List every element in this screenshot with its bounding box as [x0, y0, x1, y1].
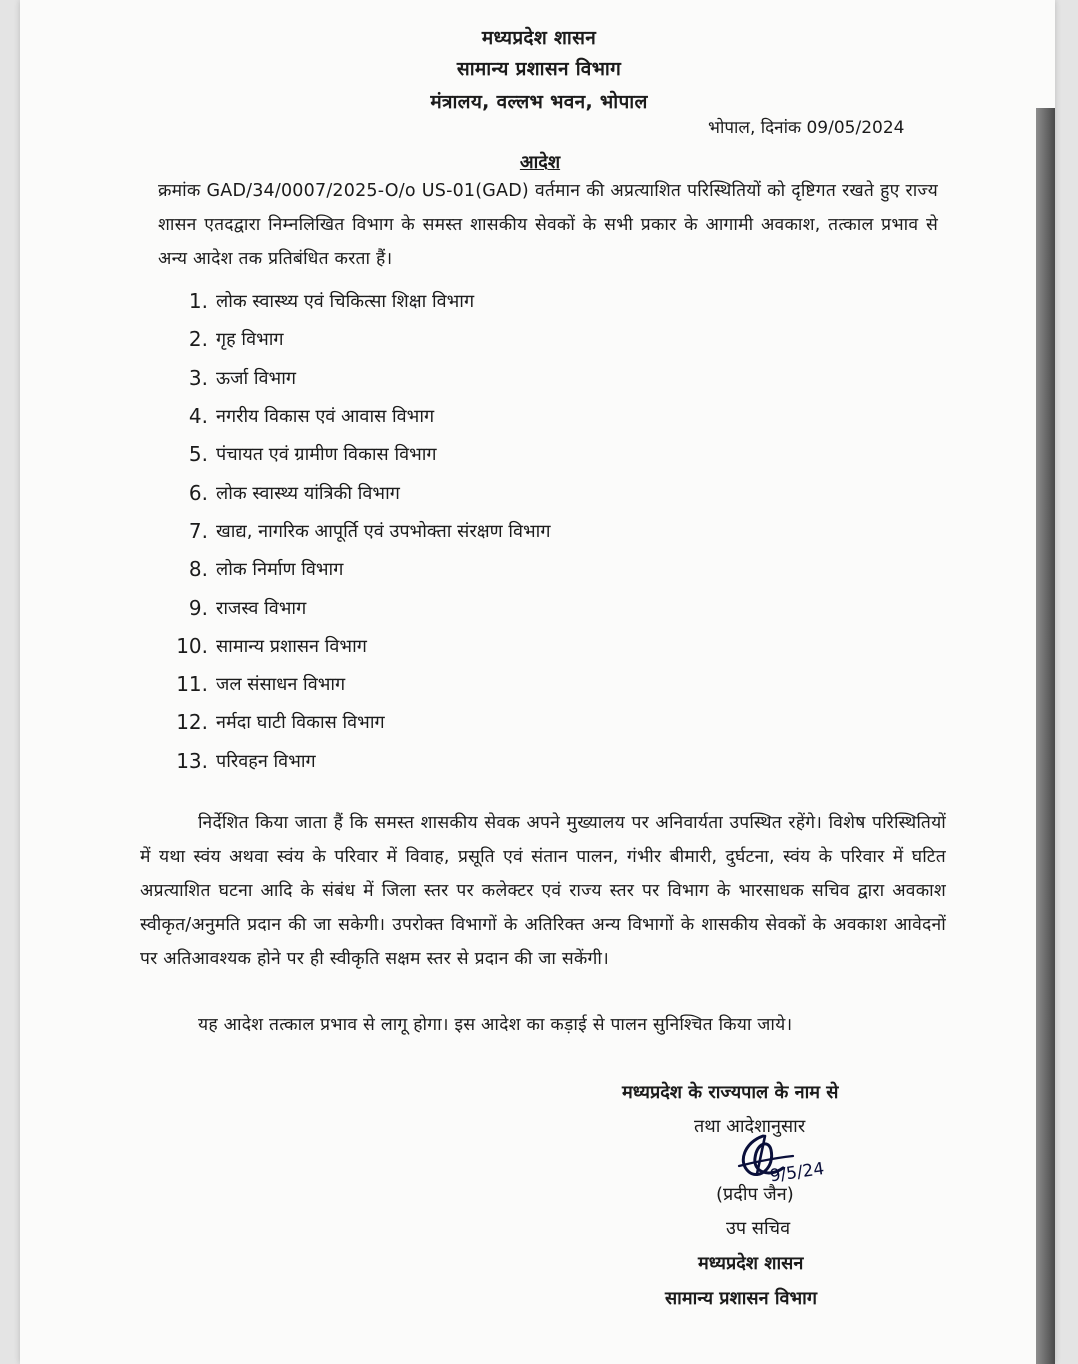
list-item-number: 8. [188, 557, 208, 582]
list-item-number: 12. [176, 710, 208, 735]
list-item-number: 2. [188, 327, 208, 352]
list-item-number: 5. [188, 442, 208, 467]
list-item-label: जल संसाधन विभाग [216, 674, 346, 696]
instruction-paragraph [140, 806, 946, 976]
list-item [168, 473, 550, 511]
list-item-label: खाद्य, नागरिक आपूर्ति एवं उपभोक्ता संरक्षण विभाग [216, 520, 551, 542]
order-date: भोपाल, दिनांक 09/05/2024 [708, 118, 905, 138]
header-government: मध्यप्रदेश शासन [481, 27, 597, 49]
list-item [168, 359, 550, 397]
list-item-number: 3. [188, 365, 208, 390]
signature-date: 9/5/24 [768, 1159, 826, 1187]
list-item-number: 9. [188, 595, 208, 620]
scan-edge-shadow [1036, 108, 1055, 1364]
header-address: मंत्रालय, वल्लभ भवन, भोपाल [430, 91, 648, 113]
list-item-label: ऊर्जा विभाग [216, 367, 296, 389]
list-item-label: गृह विभाग [216, 329, 284, 351]
list-item-label: पंचायत एवं ग्रामीण विकास विभाग [216, 444, 437, 466]
list-item-number: 11. [176, 672, 208, 697]
list-item-number: 6. [188, 480, 208, 505]
list-item-number: 4. [188, 404, 208, 429]
department-list [168, 282, 550, 780]
signatory-designation: उप सचिव [726, 1218, 791, 1239]
list-item [168, 397, 550, 435]
authority-line-1: मध्यप्रदेश के राज्यपाल के नाम से [622, 1082, 839, 1103]
intro-paragraph: क्रमांक GAD/34/0007/2025-O/o US-01(GAD) वर्तमान की अप्रत्याशित परिस्थितियों को दृष्टिगत रखते हुए राज्य शासन एतदद्वारा निम्नलिखित विभाग के समस्त शासकीय सेवकों के सभी प्रकार के आगामी अवकाश, तत्काल प्रभाव से अन्य आदेश तक प्रतिबंधित करता हैं। [158, 181, 938, 269]
list-item-label: लोक स्वास्थ्य एवं चिकित्सा शिक्षा विभाग [216, 291, 475, 313]
instruction-text: निर्देशित किया जाता हैं कि समस्त शासकीय सेवक अपने मुख्यालय पर अनिवार्यता उपस्थित रहेंगे। विशेष परिस्थितियों में यथा स्वंय अथवा स्वंय के परिवार में विवाह, प्रसूति एवं संतान पालन, गंभीर बीमारी, दुर्घटना, स्वंय के परिवार में घटित अप्रत्याशित घटना आदि के संबंध में जिला स्तर पर कलेक्टर एवं राज्य स्तर पर विभाग के भारसाधक सचिव द्वारा अवकाश स्वीकृत/अनुमति प्रदान की जा सकेगी। उपरोक्त विभागों के अतिरिक्त अन्य विभागों के शासकीय सेवकों के अवकाश आवेदनों पर अतिआवश्यक होने पर ही स्वीकृति सक्षम स्तर से प्रदान की जा सकेंगी। [140, 813, 946, 969]
list-item [168, 588, 550, 626]
list-item [168, 550, 550, 588]
list-item-label: लोक स्वास्थ्य यांत्रिकी विभाग [216, 482, 400, 504]
list-item [168, 665, 550, 703]
list-item [168, 627, 550, 665]
effect-text: यह आदेश तत्काल प्रभाव से लागू होगा। इस आदेश का कड़ाई से पालन सुनिश्चित किया जाये। [198, 1015, 793, 1035]
list-item-label: नर्मदा घाटी विकास विभाग [216, 712, 385, 734]
list-item [168, 703, 550, 741]
list-item [168, 320, 550, 358]
signatory-name: (प्रदीप जैन) [716, 1184, 794, 1205]
list-item [168, 435, 550, 473]
order-title: आदेश [519, 152, 561, 173]
signatory-government: मध्यप्रदेश शासन [698, 1253, 804, 1274]
list-item-number: 7. [188, 518, 208, 543]
list-item-label: राजस्व विभाग [216, 597, 307, 619]
list-item-number: 1. [188, 289, 208, 314]
list-item-label: सामान्य प्रशासन विभाग [216, 635, 367, 657]
list-item-label: परिवहन विभाग [216, 750, 316, 772]
list-item-label: नगरीय विकास एवं आवास विभाग [216, 406, 435, 428]
list-item-number: 13. [176, 748, 208, 773]
list-item [168, 742, 550, 780]
header-department: सामान्य प्रशासन विभाग [456, 58, 622, 80]
list-item [168, 512, 550, 550]
authority-line-2: तथा आदेशानुसार [694, 1116, 806, 1137]
list-item [168, 282, 550, 320]
list-item-number: 10. [176, 633, 208, 658]
list-item-label: लोक निर्माण विभाग [216, 559, 344, 581]
handwritten-signature [735, 1128, 845, 1190]
signatory-department: सामान्य प्रशासन विभाग [665, 1288, 817, 1309]
effect-paragraph [140, 1008, 946, 1042]
